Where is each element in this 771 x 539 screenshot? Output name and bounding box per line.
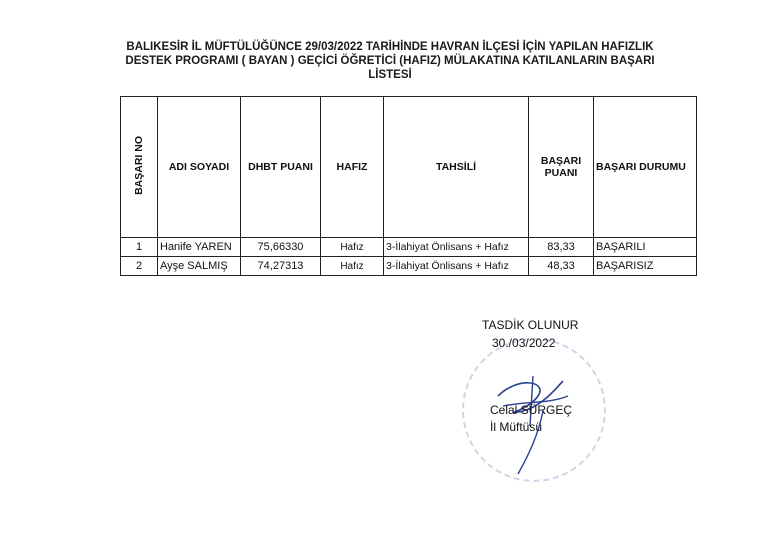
cell-tahsil: 3-İlahiyat Önlisans + Hafız	[384, 238, 529, 257]
cell-name: Ayşe SALMIŞ	[158, 257, 241, 276]
header-basari-puani: BAŞARI PUANI	[529, 97, 594, 238]
table-row	[121, 257, 697, 276]
cell-hafiz: Hafız	[321, 257, 384, 276]
cell-dhbt: 75,66330	[241, 238, 321, 257]
title-line-2: DESTEK PROGRAMI ( BAYAN ) GEÇİCİ ÖĞRETİCİ (HAFIZ) MÜLAKATINA KATILANLARIN BAŞARI	[125, 55, 655, 67]
table-header-row	[121, 97, 697, 238]
cell-durum: BAŞARISIZ	[594, 257, 697, 276]
approval-heading: TASDİK OLUNUR	[482, 318, 579, 332]
cell-dhbt: 74,27313	[241, 257, 321, 276]
cell-hafiz: Hafız	[321, 238, 384, 257]
approval-block	[470, 316, 600, 352]
official-title: İl Müftüsü	[490, 420, 543, 434]
official-name: Celal SÜRGEÇ	[490, 403, 573, 417]
cell-no: 2	[121, 257, 158, 276]
cell-name: Hanife YAREN	[158, 238, 241, 257]
header-basari-no: BAŞARI NO	[121, 97, 158, 238]
table-row	[121, 238, 697, 257]
cell-puan: 83,33	[529, 238, 594, 257]
official-block	[490, 402, 572, 436]
title-line-3: LİSTESİ	[368, 69, 412, 81]
header-tahsili: TAHSİLİ	[384, 97, 529, 238]
cell-no: 1	[121, 238, 158, 257]
results-table	[120, 96, 697, 276]
title-line-1: BALIKESİR İL MÜFTÜLÜĞÜNCE 29/03/2022 TARİHİNDE HAVRAN İLÇESİ İÇİN YAPILAN HAFIZLIK	[126, 41, 654, 53]
approval-date: 30./03/2022	[492, 336, 556, 350]
cell-tahsil: 3-İlahiyat Önlisans + Hafız	[384, 257, 529, 276]
header-hafiz: HAFIZ	[321, 97, 384, 238]
cell-puan: 48,33	[529, 257, 594, 276]
document-title	[110, 40, 670, 82]
cell-durum: BAŞARILI	[594, 238, 697, 257]
header-adi-soyadi: ADI SOYADI	[158, 97, 241, 238]
header-basari-durumu: BAŞARI DURUMU	[594, 97, 697, 238]
header-dhbt-puani: DHBT PUANI	[241, 97, 321, 238]
